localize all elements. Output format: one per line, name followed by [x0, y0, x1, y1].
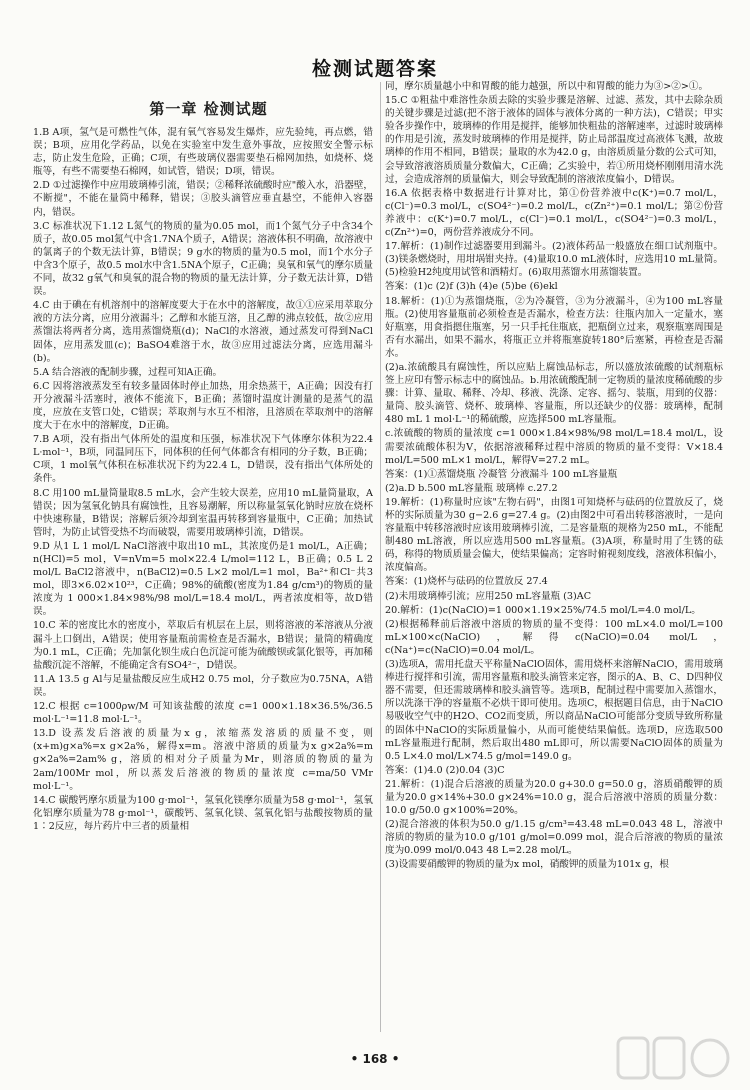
answer-item: 答案：(1)c (2)f (3)h (4)e (5)be (6)ekl [385, 281, 558, 293]
answer-item: (2)混合溶液的体积为50.0 g/1.15 g/cm³=43.48 mL=0.043 48 L，溶液中溶质的物质的量为10.0 g/101 g/mol=0.099 mol，混合后溶液的物质的量浓度为0.099 mol/0.043 48 L=2.28 mol/L。 [385, 819, 723, 857]
answer-item: (2)a.浓硫酸具有腐蚀性，所以应贴上腐蚀品标志，所以盛放浓硫酸的试剂瓶标签上应印有警示标志中的腐蚀品。b.用浓硫酸配制一定物质的量浓度稀硫酸的步骤：计算、量取、稀释、冷却、移液、洗涤、定容、摇匀、装瓶，用到的仪器：量筒、胶头滴管、烧杯、玻璃棒、容量瓶，所以还缺少的仪器：玻璃棒，配制480 mL 1 mol·L⁻¹的稀硫酸，应选择500 mL容量瓶。 [385, 361, 723, 426]
answer-item: (3)设需要硝酸钾的物质的量为x mol，硝酸钾的质量为101x g，根 [385, 859, 669, 871]
answer-item: 16.A 依据表格中数据进行计算对比，第①份营养液中c(K⁺)=0.7 mol/L，c(Cl⁻)=0.3 mol/L，c(SO4²⁻)=0.2 mol/L，c(Zn²⁺)=0.1 mol/L；第②份营养液中：c(K⁺)=0.7 mol/L，c(Cl⁻)=0.1 mol/L，c(SO4²⁻)=0.3 mol/L，c(Zn²⁺)=0，两份营养液成分不同。 [385, 187, 723, 239]
answer-item: 答案：(1)烧杯与砝码的位置放反 27.4 [385, 576, 548, 588]
answer-item: 答案：(1)①蒸馏烧瓶 冷凝管 分液漏斗 100 mL容量瓶 [385, 468, 618, 480]
chapter-heading: 第一章 检测试题 [149, 100, 268, 118]
answer-item: 6.C 因将溶液蒸发至有较多量固体时停止加热，用余热蒸干，A正确；因没有打开分液漏斗活塞时，液体不能流下，B正确；蒸馏时温度计测量的是蒸气的温度，应放在支管口处，C错误；萃取剂与水互不相溶，且溶质在萃取剂中的溶解度大于在水中的溶解度，D正确。 [33, 380, 373, 432]
answer-item: 15.C ①粗盐中难溶性杂质去除的实验步骤是溶解、过滤、蒸发，其中去除杂质的关键步骤是过滤(把不溶于液体的固体与液体分离的一种方法)，C错误；甲实验各步操作中，玻璃棒的作用是搅拌，能够加快粗盐的溶解速率，过滤时玻璃棒的作用是引流，蒸发时玻璃棒的作用是搅拌，防止局部温度过高液体飞溅，故玻璃棒的作用不相同，B错误；量取的水为42.0 g，由溶质质量分数的公式可知，会导致溶液溶质质量分数偏大，C正确；乙实验中，若①所用烧杯刚刚用清水洗过，会造成溶剂的质量偏大，则会导致配制的溶液浓度偏小，D错误。 [385, 95, 723, 185]
answer-item: 11.A 13.5 g Al与足量盐酸反应生成H2 0.75 mol，分子数应为0.75NA，A错误。 [33, 673, 373, 698]
answer-item: 18.解析：(1)①为蒸馏烧瓶，②为冷凝管，③为分液漏斗，④为100 mL容量瓶。(2)使用容量瓶前必须检查是否漏水，检查方法：往瓶内加入一定量水，塞好瓶塞，用食指摁住瓶塞，另一只手托住瓶底，把瓶倒立过来，观察瓶塞周围是否有水漏出，如果不漏水，将瓶正立并将瓶塞旋转180°后塞紧，再检查是否漏水。 [385, 295, 723, 359]
answer-item: 20.解析：(1)c(NaClO)=1 000×1.19×25%/74.5 mol/L=4.0 mol/L。 [385, 604, 701, 616]
answer-item: 1.B A项，氢气是可燃性气体，混有氧气容易发生爆炸，应先验纯，再点燃，错误；B项，应用化学药品，以免在实验室中发生意外事故，应按照安全警示标志，防止发生危险，正确；C项，有些玻璃仪器需要垫石棉网加热，如烧杯、烧瓶等，有些不需要垫石棉网，如试管，错误；D项，错误。 [33, 127, 373, 178]
answer-item: 17.解析：(1)制作过滤器要用到漏斗。(2)液体药品一般盛放在细口试剂瓶中。(3)镁条燃烧时，用坩埚钳夹持。(4)量取10.0 mL液体时，应选用10 mL量筒。(5)检验H2纯度用试管和酒精灯。(6)取用蒸馏水用蒸馏装置。 [385, 241, 723, 279]
answer-item: 10.C 苯的密度比水的密度小，萃取后有机层在上层，则将溶液的苯溶液从分液漏斗上口倒出，A错误；使用容量瓶前需检查是否漏水，B错误；量筒的精确度为0.1 mL，C正确；先加氯化钡生成白色沉淀可能为硫酸钡或氯化银等，再加稀盐酸沉淀不溶解，不能确定含有SO4²⁻，D错误。 [33, 620, 373, 671]
answer-item: 5.A 结合溶液的配制步骤，过程可知A正确。 [33, 366, 223, 378]
answer-item: 8.C 用100 mL量筒量取8.5 mL水，会产生较大误差，应用10 mL量筒量取，A错误；因为氢氧化钠具有腐蚀性，且容易潮解，所以称量氢氧化钠时应放在烧杯中快速称量，B错误；溶解后须冷却到室温再转移到容量瓶中，C正确；加热试管时，为防止试管受热不均而破裂，需要用玻璃棒引流，D错误。 [33, 487, 373, 538]
answer-item: 9.D 从1 L 1 mol/L NaCl溶液中取出10 mL，其浓度仍是1 mol/L，A正确；n(HCl)=5 mol，V=nVm=5 mol×22.4 L/mol=112 L，B正确；0.5 L 2 mol/L BaCl2溶液中，n(BaCl2)=0.5 L×2 mol/L=1 mol，Ba²⁺和Cl⁻共3 mol，即3×6.02×10²³，C正确；98%的硫酸(密度为1.84 g/cm³)的物质的量浓度为 1 000×1.84×98%/98 mol/L=18.4 mol/L，两者浓度相等，故D错误。 [33, 540, 373, 618]
answer-item: 2.D ①过滤操作中应用玻璃棒引流，错误；②稀释浓硫酸时应"酸入水，沿器壁，不断搅"，不能在量筒中稀释，错误；③胶头滴管应垂直悬空，不能伸入容器内，错误。 [33, 180, 373, 218]
answer-item: (2)a.D b.500 mL容量瓶 玻璃棒 c.27.2 [385, 482, 558, 494]
answer-item: 13.D 设蒸发后溶液的质量为x g，浓缩蒸发溶质的质量不变，则(x+m)g×a%=x g×2a%，解得x=m。溶液中溶质的质量为x g×2a%=m g×2a%=2am% g，溶质的相对分子质量为Mr，则溶质的物质的量为 2am/100Mr mol，所以蒸发后溶液的物质的量浓度 c=ma/50 VMr mol·L⁻¹。 [33, 728, 373, 792]
answer-item: (2)未用玻璃棒引流；应用250 mL容量瓶 (3)AC [385, 590, 592, 602]
answer-item: 14.C 碳酸钙摩尔质量为100 g·mol⁻¹，氢氧化镁摩尔质量为58 g·mol⁻¹，氢氧化铝摩尔质量为78 g·mol⁻¹，碳酸钙、氢氧化镁、氢氧化铝与盐酸按物质的量1∶2反应，每片药片中三者的质量相 [33, 794, 373, 832]
left-column [33, 126, 373, 1036]
answer-item: 3.C 标准状况下1.12 L氮气的物质的量为0.05 mol，而1个氮气分子中含34个质子，故0.05 mol氮气中含1.7NA个质子，A错误；溶液体积不明确，故溶液中的氯离子的个数无法计算，B错误；9 g水的物质的量为0.5 mol，而1个水分子中含3个原子，故0.5 mol水中含1.5NA个原子，C正确；臭氧和氧气的摩尔质量不同，故32 g氧气和臭氧的混合物的物质的量无法计算，分子数无法计算，D错误。 [33, 220, 373, 298]
answer-item: 7.B A项，没有指出气体所处的温度和压强，标准状况下气体摩尔体积为22.4 L·mol⁻¹，B项，同温同压下，同体积的任何气体都含有相同的分子数，B正确；C项，1 mol氧气体积在标准状况下约为22.4 L，D错误，没有指出气体所处的条件。 [33, 434, 373, 485]
column-divider [380, 82, 381, 1032]
answer-item: c.浓硫酸的物质的量浓度 c=1 000×1.84×98%/98 mol/L=18.4 mol/L，设需要浓硫酸体积为V，依据溶液稀释过程中溶质的物质的量不变得：V×18.4 mol/L=500 mL×1 mol/L，解得V=27.2 mL。 [385, 428, 723, 466]
answer-item: 同，摩尔质量越小中和胃酸的能力越强，所以中和胃酸的能力为③>②>①。 [385, 81, 709, 92]
page-title: 检测试题答案 [311, 58, 438, 80]
answer-item: 4.C 由于碘在有机溶剂中的溶解度要大于在水中的溶解度，故①①应采用萃取分液的方法分离，应用分液漏斗；乙醇和水能互溶，且乙醇的沸点较低，故②应用蒸馏法将两者分离，选用蒸馏烧瓶(d)；NaCl的水溶液，通过蒸发可得到NaCl固体，应用蒸发皿(c)；BaSO4难溶于水，故③应用过滤法分离，应选用漏斗(b)。 [33, 300, 373, 364]
right-column [385, 80, 723, 1036]
answer-item: (2)根据稀释前后溶液中溶质的物质的量不变得：100 mL×4.0 mol/L=100 mL×100×c(NaClO)，解得c(NaClO)=0.04 mol/L，c(Na⁺)=c(NaClO)=0.04 mol/L。 [385, 618, 723, 656]
answer-item: (3)选项A，需用托盘天平称量NaClO固体，需用烧杯来溶解NaClO，需用玻璃棒进行搅拌和引流，需用容量瓶和胶头滴管来定容，图示的A、B、C、D四种仪器不需要，但还需玻璃棒和胶头滴管等。选项B，配制过程中需要加入蒸馏水，所以洗涤干净的容量瓶不必烘干即可使用。选项C，根据题目信息，由于NaClO易吸收空气中的H2O、CO2而变质，所以商品NaClO可能部分变质导致所称量的固体中NaClO的实际质量偏小，从而可能使结果偏低。选项D，应选取500 mL容量瓶进行配制，然后取出480 mL即可，所以需要NaClO固体的质量为0.5 L×4.0 mol/L×74.5 g/mol=149.0 g。 [385, 659, 723, 762]
page-number: • 168 • [350, 1052, 400, 1066]
answer-item: 12.C 根据 c=1000ρw/M 可知该盐酸的浓度 c=1 000×1.18×36.5%/36.5 mol·L⁻¹=11.8 mol·L⁻¹。 [33, 701, 373, 726]
watermark-logo [616, 1034, 740, 1082]
answer-item: 19.解析：(1)称量时应该"左物右码"，由图1可知烧杯与砝码的位置放反了，烧杯的实际质量为30 g−2.6 g=27.4 g。(2)由图2中可看出转移溶液时，一是向容量瓶中转移溶液时应该用玻璃棒引流，二是容量瓶的规格为250 mL，不能配制480 mL溶液，所以应选用500 mL容量瓶。(3)A项，称量时用了生锈的砝码，称得的物质质量会偏大，使结果偏高；定容时俯视刻度线，溶液体积偏小，浓度偏高。 [385, 496, 723, 574]
answer-item: 答案：(1)4.0 (2)0.04 (3)C [385, 764, 505, 776]
answer-item: 21.解析：(1)混合后溶液的质量为20.0 g+30.0 g=50.0 g，溶质硝酸钾的质量为20.0 g×14%+30.0 g×24%=10.0 g，混合后溶液中溶质的质量分数：10.0 g/50.0 g×100%=20%。 [385, 778, 723, 817]
